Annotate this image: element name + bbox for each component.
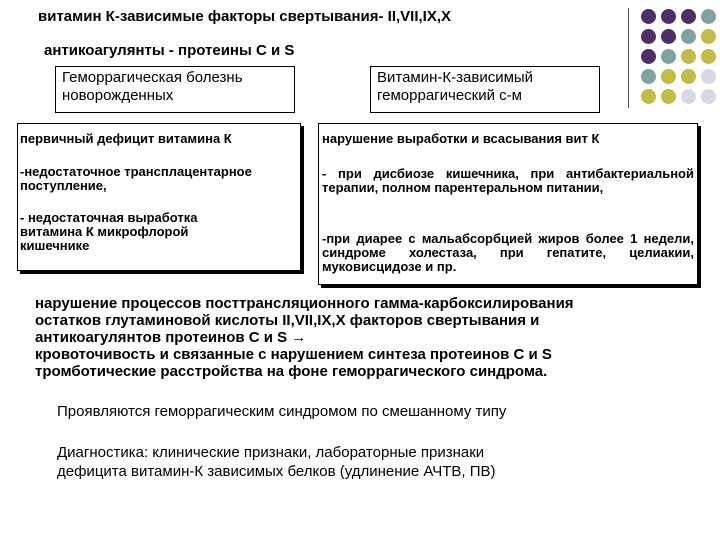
right-item-1: нарушение выработки и всасывания вит К — [322, 131, 600, 146]
mechanism-note — [35, 295, 715, 380]
dot — [641, 49, 656, 64]
dot — [681, 89, 696, 104]
dot — [681, 69, 696, 84]
dot — [641, 69, 656, 84]
decorative-divider — [628, 8, 629, 108]
right-header-text: Витамин-К-зависимый геморрагический с-м — [377, 69, 534, 104]
left-header-box — [55, 66, 295, 113]
dot — [661, 9, 676, 24]
dot — [701, 89, 716, 104]
dot — [681, 9, 696, 24]
diagnostics-line-1: Диагностика: клинические признаки, лабораторные признаки — [57, 444, 485, 461]
dot — [641, 29, 656, 44]
left-item-3: - недостаточная выработка витамина К микрофлорой кишечнике — [20, 210, 198, 253]
left-item-1: первичный дефицит витамина К — [20, 131, 232, 146]
dot — [701, 9, 716, 24]
slide-subtitle: антикоагулянты - протеины С и S — [44, 42, 295, 59]
dot — [661, 49, 676, 64]
manifestation-text: Проявляются геморрагическим синдромом по смешанному типу — [57, 403, 507, 420]
left-header-text: Геморрагическая болезнь новорожденных — [62, 69, 243, 104]
dot — [641, 9, 656, 24]
diagnostics — [57, 443, 697, 481]
mechanism-line-3: антикоагулянтов протеинов С и S → — [35, 329, 307, 346]
mechanism-line-5: тромботические расстройства на фоне геморрагического синдрома. — [35, 363, 548, 380]
slide-title: витамин К-зависимые факторы свертывания- II,VII,IX,X — [38, 8, 452, 25]
diagnostics-line-2: дефицита витамин-К зависимых белков (удлинение АЧТВ, ПВ) — [57, 463, 496, 480]
dot — [701, 29, 716, 44]
mechanism-line-2: остатков глутаминовой кислоты II,VII,IX,X факторов свертывания и — [35, 312, 540, 329]
right-item-3: -при диарее с мальабсорбцией жиров более 1 недели, синдроме холестаза, при гепатите, целиакии, муковисцидозе и пр. — [322, 231, 694, 274]
dot — [661, 69, 676, 84]
dot — [681, 29, 696, 44]
left-item-2: -недостаточное трансплацентарное поступление, — [20, 164, 252, 193]
right-item-2: - при дисбиозе кишечника, при антибактериальной терапии, полном парентеральном питании, — [322, 166, 694, 195]
mechanism-line-1: нарушение процессов посттрансляционного гамма-карбоксилирования — [35, 295, 574, 312]
dot — [701, 49, 716, 64]
dot — [661, 89, 676, 104]
dot — [641, 89, 656, 104]
right-header-box — [370, 66, 600, 113]
dot — [681, 49, 696, 64]
dot — [701, 69, 716, 84]
mechanism-line-4: кровоточивость и связанные с нарушением синтеза протеинов С и S — [35, 346, 552, 363]
dot — [661, 29, 676, 44]
